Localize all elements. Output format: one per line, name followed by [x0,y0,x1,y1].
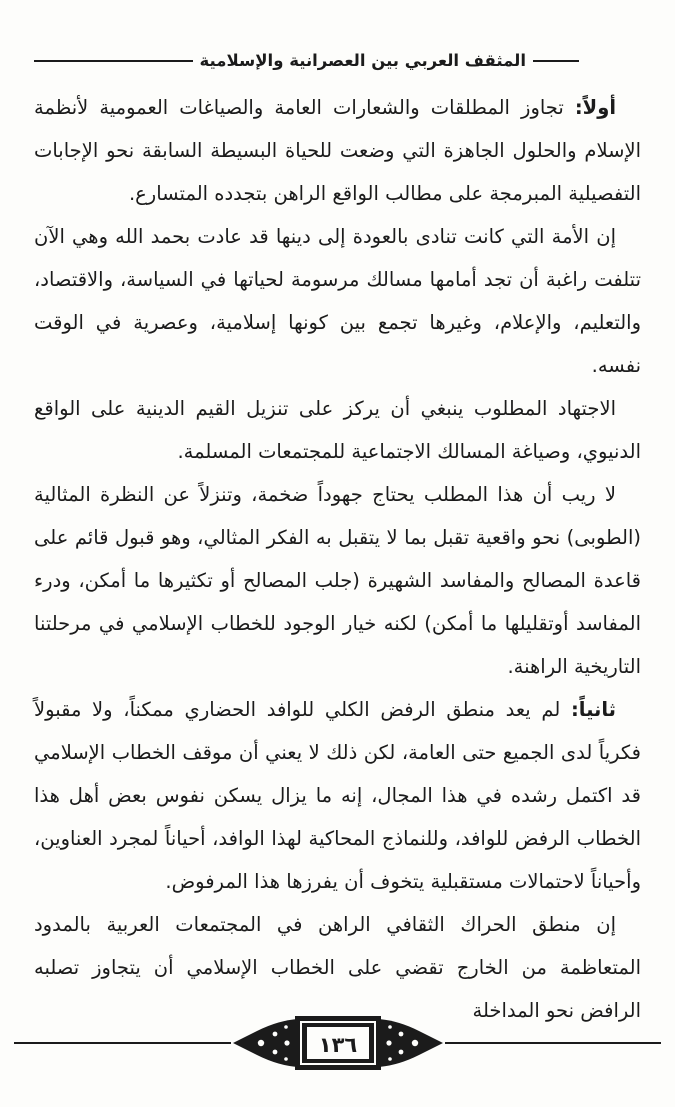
page-footer [14,1014,661,1072]
paragraph-text: إن الأمة التي كانت تنادى بالعودة إلى دينها قد عادت بحمد الله وهي الآن تتلفت راغبة أن تجد أمامها مسالك مرسومة لحياتها في السياسة، والاقتصاد، والتعليم، والإعلام، وغيرها تجمع بين كونها إسلامية، وعصرية في الوقت نفسه. [34,225,641,377]
paragraph-text: لم يعد منطق الرفض الكلي للوافد الحضاري ممكناً، ولا مقبولاً فكرياً لدى الجميع حتى العامة، لكن ذلك لا يعني أن موقف الخطاب الإسلامي قد اكتمل رشده في هذا المجال، إنه ما يزال يسكن نفوس بعض أهل هذا الخطاب الرفض للوافد، وللنماذج المحاكية لهذا الوافد، أحياناً لمجرد العناوين، وأحياناً لاحتمالات مستقبلية يتخوف أن يفرزها هذا المرفوض. [34,698,641,893]
paragraph [34,473,641,688]
page-body [34,86,641,1032]
page-header-title: المثقف العربي بين العصرانية والإسلامية [199,51,526,70]
paragraph [34,387,641,473]
paragraph-text: إن منطق الحراك الثقافي الراهن في المجتمعات العربية بالمدود المتعاظمة من الخارج تقضي على الخطاب الإسلامي أن يتجاوز تصلبه الرافض نحو المداخلة [34,913,641,1022]
paragraph-text: الاجتهاد المطلوب ينبغي أن يركز على تنزيل القيم الدينية على الواقع الدنيوي، وصياغة المسالك الاجتماعية للمجتمعات المسلمة. [34,397,641,463]
paragraph-lead: أولاً: [574,96,616,119]
page-header [0,48,675,74]
paragraph-text: لا ريب أن هذا المطلب يحتاج جهوداً ضخمة، وتنزلاً عن النظرة المثالية (الطوبى) نحو واقعية تقبل بما لا يتقبل به الفكر المثالي، وهو قبول قائم على قاعدة المصالح والمفاسد الشهيرة (جلب المصالح أو تكثيرها ما أمكن، ودرء المفاسد أوتقليلها ما أمكن) لكنه خيار الوجود للخطاب الإسلامي في مرحلتنا التاريخية الراهنة. [34,483,641,678]
paragraph-text: تجاوز المطلقات والشعارات العامة والصياغات العمومية لأنظمة الإسلام والحلول الجاهزة التي وضعت للحياة البسيطة السابقة نحو الإجابات التفصيلية المبرمجة على مطالب الواقع الراهن بتجدده المتسارع. [34,96,641,205]
page-number: ١٣٦ [318,1033,357,1057]
header-rule [34,60,193,62]
footer-rule-right [445,1042,662,1044]
footer-rule-left [14,1042,231,1044]
paragraph [34,215,641,387]
paragraph [34,903,641,1032]
paragraph-second [34,688,641,903]
paragraph-first [34,86,641,215]
paragraph-lead: ثانياً: [570,698,616,721]
header-dash [533,60,579,62]
page-number-ornament-icon [231,1014,445,1072]
